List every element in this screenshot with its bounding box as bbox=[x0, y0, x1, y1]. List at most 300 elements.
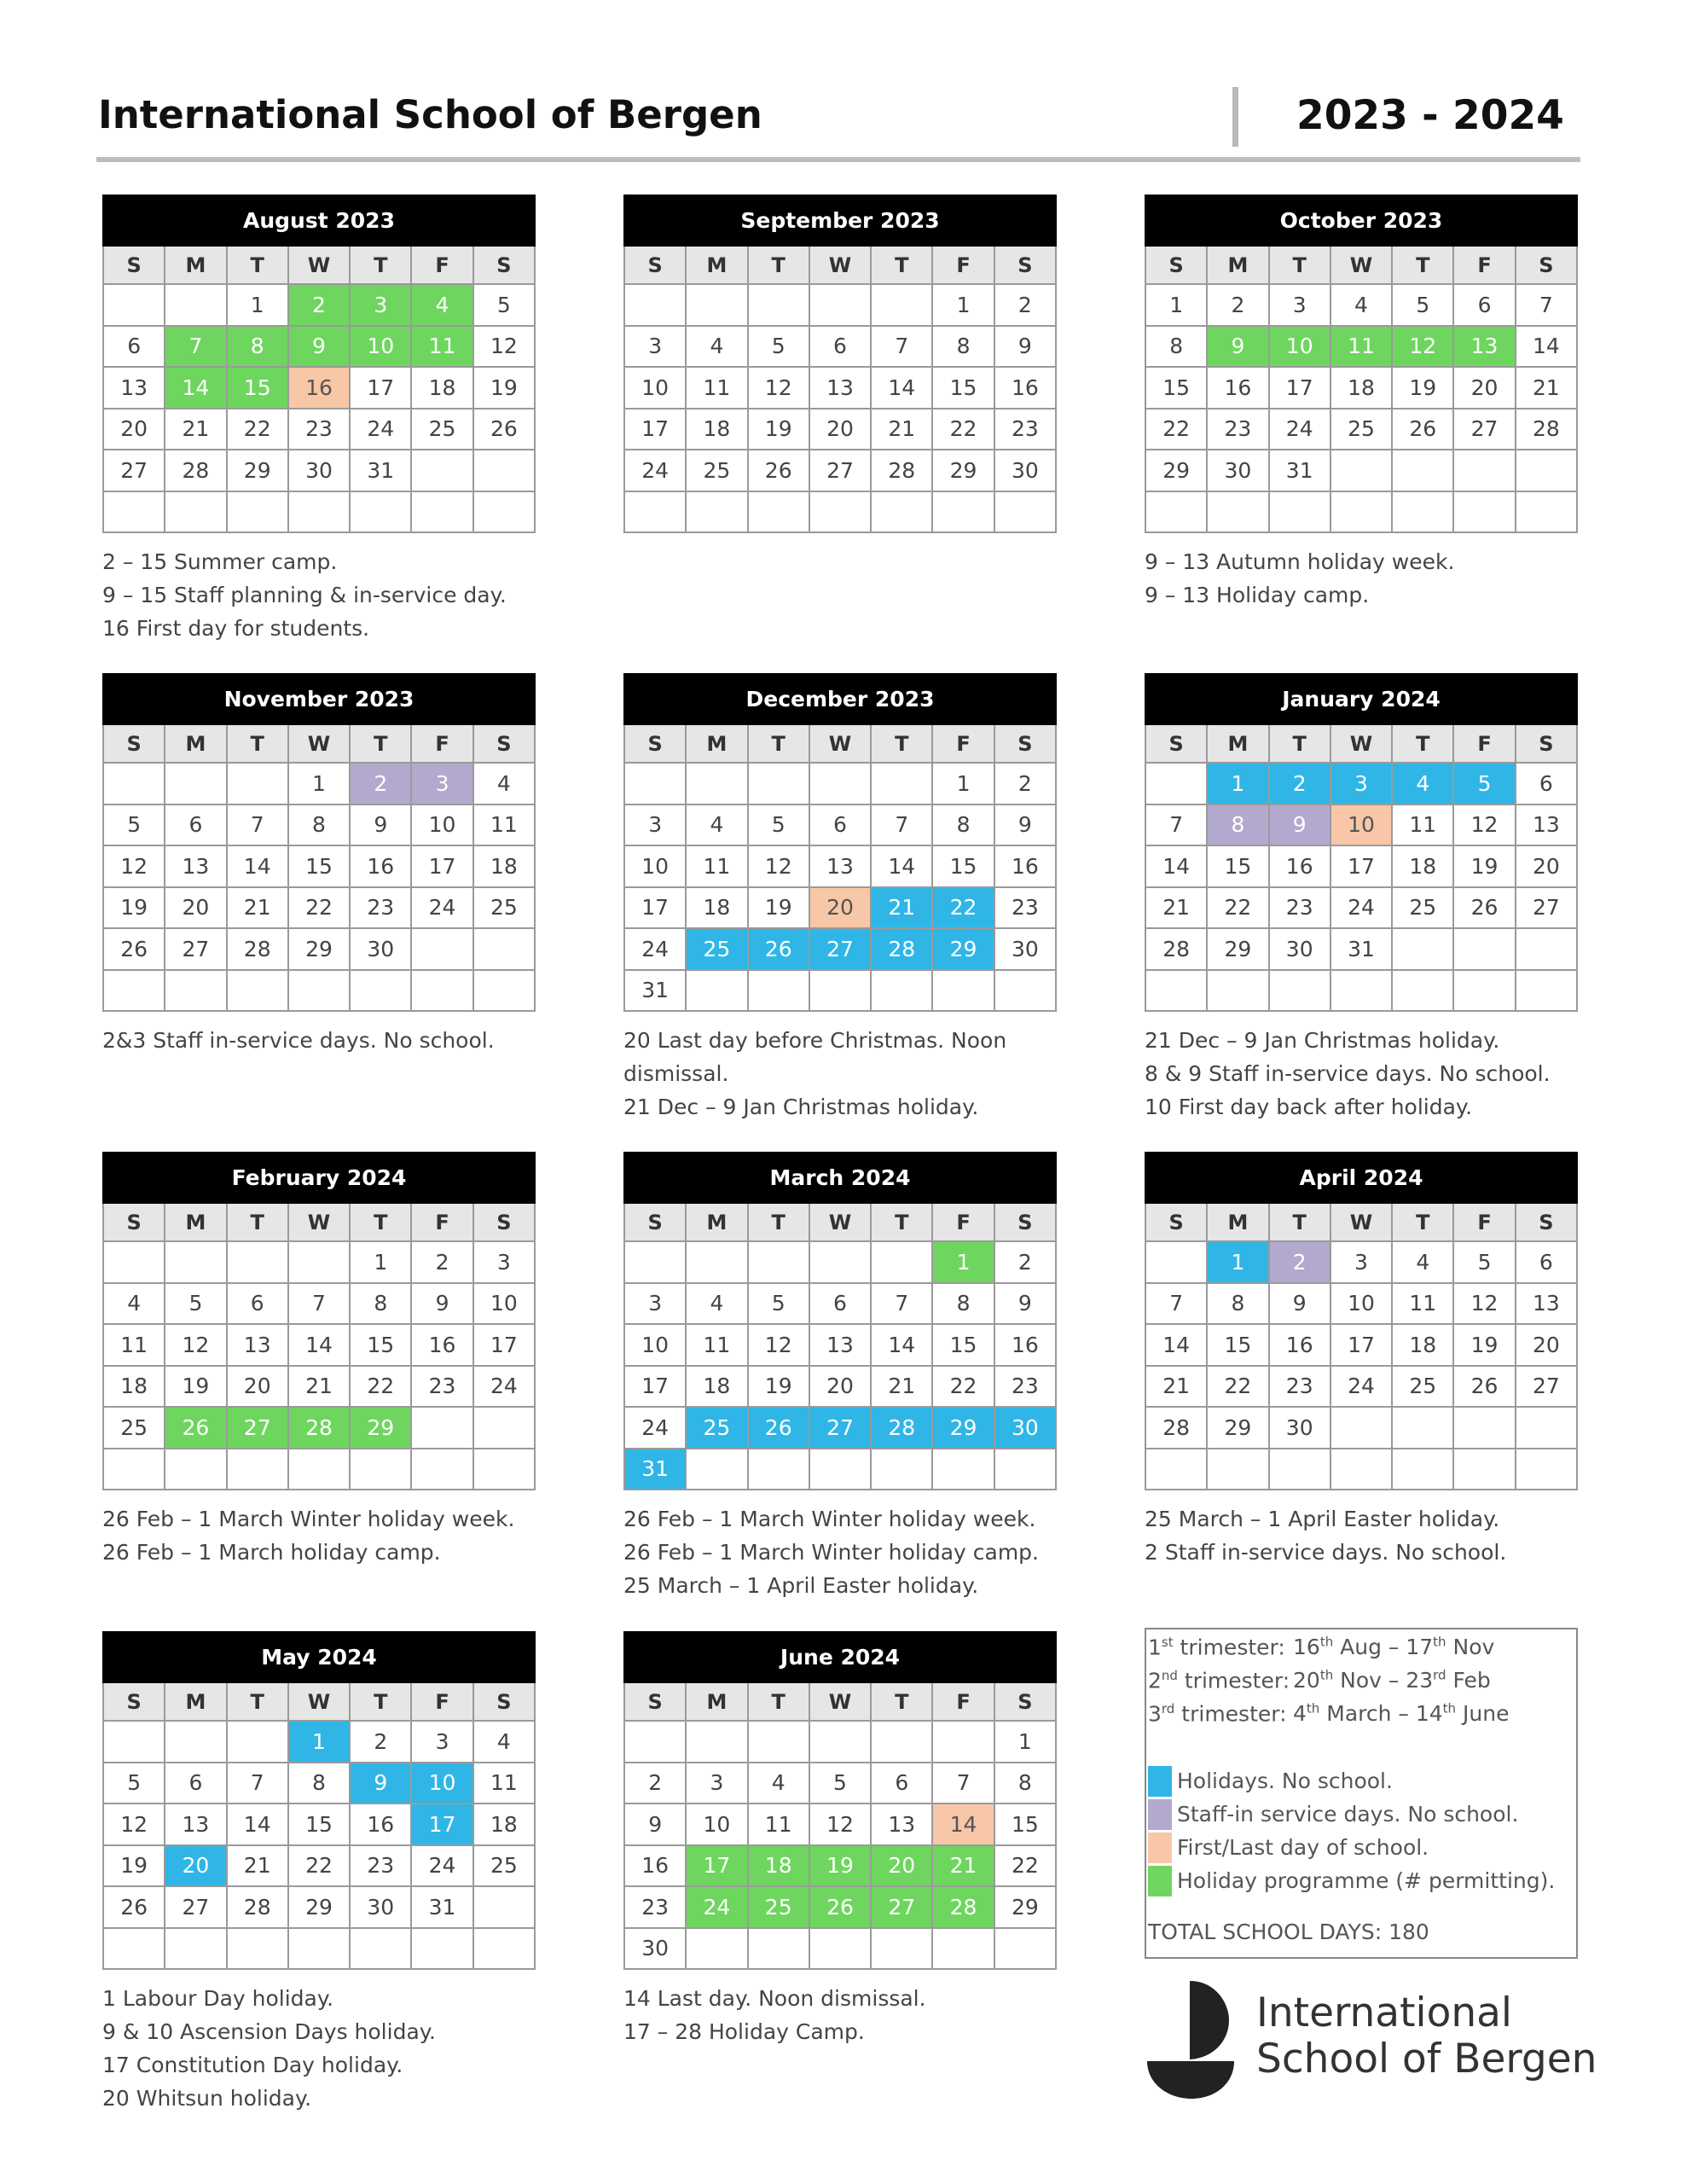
day-cell: 28 bbox=[932, 1886, 994, 1928]
weekday-header: M bbox=[686, 246, 747, 284]
empty-cell bbox=[1207, 970, 1268, 1012]
weekday-header: T bbox=[227, 1203, 288, 1241]
week-row bbox=[103, 845, 535, 887]
empty-cell bbox=[1516, 1449, 1577, 1490]
empty-cell bbox=[411, 970, 472, 1012]
empty-cell bbox=[1453, 450, 1515, 491]
legend-item bbox=[1148, 1766, 1393, 1797]
day-cell: 1 bbox=[1207, 1241, 1268, 1283]
week-row bbox=[1145, 491, 1577, 533]
day-cell: 19 bbox=[103, 887, 165, 929]
week-row bbox=[624, 1763, 1056, 1804]
empty-cell bbox=[871, 1928, 932, 1970]
day-cell: 25 bbox=[686, 1407, 747, 1449]
day-cell: 24 bbox=[1330, 887, 1392, 929]
day-cell: 17 bbox=[473, 1324, 535, 1366]
week-row bbox=[1145, 450, 1577, 491]
day-cell: 29 bbox=[932, 1407, 994, 1449]
day-cell: 14 bbox=[165, 367, 226, 409]
weekday-header: M bbox=[165, 724, 226, 763]
day-cell: 5 bbox=[748, 1283, 809, 1325]
note-line: 17 Constitution Day holiday. bbox=[102, 2053, 403, 2077]
day-cell: 6 bbox=[227, 1283, 288, 1325]
note-line: 26 Feb – 1 March holiday camp. bbox=[102, 1540, 441, 1565]
day-cell: 9 bbox=[350, 1763, 411, 1804]
day-cell: 14 bbox=[871, 367, 932, 409]
day-cell: 31 bbox=[1330, 928, 1392, 970]
day-cell: 17 bbox=[624, 409, 686, 450]
week-row bbox=[624, 1283, 1056, 1325]
day-cell: 15 bbox=[932, 1324, 994, 1366]
week-row bbox=[103, 1763, 535, 1804]
day-cell: 7 bbox=[288, 1283, 350, 1325]
day-cell: 11 bbox=[411, 326, 472, 368]
month-calendar-table bbox=[623, 1152, 1057, 1490]
day-cell: 6 bbox=[1516, 763, 1577, 804]
day-cell: 22 bbox=[288, 887, 350, 929]
day-cell: 12 bbox=[748, 845, 809, 887]
day-cell: 24 bbox=[624, 1407, 686, 1449]
empty-cell bbox=[871, 1449, 932, 1490]
day-cell: 24 bbox=[1330, 1366, 1392, 1408]
week-row bbox=[624, 1324, 1056, 1366]
day-cell: 7 bbox=[932, 1763, 994, 1804]
week-row bbox=[103, 1449, 535, 1490]
weekday-header: T bbox=[227, 246, 288, 284]
month-march-2024 bbox=[623, 1152, 1057, 1490]
day-cell: 8 bbox=[288, 1763, 350, 1804]
day-cell: 14 bbox=[288, 1324, 350, 1366]
week-row bbox=[103, 1283, 535, 1325]
day-cell: 30 bbox=[288, 450, 350, 491]
day-cell: 9 bbox=[994, 326, 1056, 368]
day-cell: 6 bbox=[809, 1283, 871, 1325]
note-line: 26 Feb – 1 March Winter holiday week. bbox=[623, 1507, 1036, 1531]
empty-cell bbox=[411, 491, 472, 533]
weekday-header: T bbox=[227, 724, 288, 763]
month-calendar-table bbox=[102, 1631, 536, 1970]
day-cell: 20 bbox=[809, 409, 871, 450]
trimester-row bbox=[1148, 1635, 1494, 1659]
day-cell: 5 bbox=[165, 1283, 226, 1325]
day-cell: 12 bbox=[809, 1804, 871, 1845]
day-cell: 28 bbox=[1145, 1407, 1207, 1449]
day-cell: 12 bbox=[103, 845, 165, 887]
day-cell: 17 bbox=[1269, 367, 1330, 409]
day-cell: 8 bbox=[350, 1283, 411, 1325]
legend-swatch bbox=[1148, 1833, 1172, 1863]
empty-cell bbox=[809, 284, 871, 326]
empty-cell bbox=[350, 491, 411, 533]
logo-text-line1: International bbox=[1256, 1989, 1512, 2036]
day-cell: 10 bbox=[411, 1763, 472, 1804]
week-row bbox=[1145, 409, 1577, 450]
day-cell: 28 bbox=[871, 1407, 932, 1449]
weekday-header: W bbox=[1330, 246, 1392, 284]
day-cell: 12 bbox=[103, 1804, 165, 1845]
day-cell: 13 bbox=[809, 1324, 871, 1366]
day-cell: 6 bbox=[809, 804, 871, 846]
day-cell: 11 bbox=[473, 804, 535, 846]
empty-cell bbox=[1145, 970, 1207, 1012]
legend-label: First/Last day of school. bbox=[1177, 1835, 1429, 1860]
weekday-header: F bbox=[932, 724, 994, 763]
day-cell: 11 bbox=[748, 1804, 809, 1845]
month-notes bbox=[623, 1502, 1101, 1602]
day-cell: 16 bbox=[411, 1324, 472, 1366]
day-cell: 25 bbox=[473, 887, 535, 929]
weekday-header: F bbox=[932, 1682, 994, 1721]
day-cell: 21 bbox=[871, 887, 932, 929]
weekday-header: M bbox=[1207, 246, 1268, 284]
month-calendar-table bbox=[623, 195, 1057, 533]
weekday-header: F bbox=[1453, 1203, 1515, 1241]
day-cell: 12 bbox=[473, 326, 535, 368]
weekday-header: F bbox=[932, 1203, 994, 1241]
day-cell: 30 bbox=[350, 928, 411, 970]
week-row bbox=[103, 1407, 535, 1449]
day-cell: 31 bbox=[350, 450, 411, 491]
day-cell: 13 bbox=[103, 367, 165, 409]
empty-cell bbox=[1516, 491, 1577, 533]
day-cell: 21 bbox=[932, 1845, 994, 1887]
weekday-header: T bbox=[350, 246, 411, 284]
day-cell: 21 bbox=[227, 1845, 288, 1887]
day-cell: 9 bbox=[288, 326, 350, 368]
week-row bbox=[1145, 1283, 1577, 1325]
empty-cell bbox=[288, 1241, 350, 1283]
day-cell: 28 bbox=[871, 450, 932, 491]
empty-cell bbox=[1516, 970, 1577, 1012]
empty-cell bbox=[748, 491, 809, 533]
day-cell: 5 bbox=[1392, 284, 1453, 326]
day-cell: 4 bbox=[1392, 763, 1453, 804]
day-cell: 10 bbox=[411, 804, 472, 846]
day-cell: 2 bbox=[1207, 284, 1268, 326]
day-cell: 20 bbox=[103, 409, 165, 450]
week-row bbox=[103, 804, 535, 846]
day-cell: 8 bbox=[1207, 804, 1268, 846]
note-line: 2 Staff in-service days. No school. bbox=[1145, 1540, 1507, 1565]
weekday-header: M bbox=[686, 724, 747, 763]
day-cell: 16 bbox=[288, 367, 350, 409]
day-cell: 17 bbox=[411, 1804, 472, 1845]
day-cell: 11 bbox=[1392, 1283, 1453, 1325]
empty-cell bbox=[288, 1449, 350, 1490]
header-rule bbox=[96, 157, 1580, 162]
weekday-header: F bbox=[932, 246, 994, 284]
weekday-header: W bbox=[288, 246, 350, 284]
empty-cell bbox=[1453, 1449, 1515, 1490]
day-cell: 8 bbox=[932, 804, 994, 846]
week-row bbox=[624, 1407, 1056, 1449]
day-cell: 27 bbox=[1516, 887, 1577, 929]
day-cell: 18 bbox=[686, 409, 747, 450]
day-cell: 25 bbox=[473, 1845, 535, 1887]
day-cell: 28 bbox=[1145, 928, 1207, 970]
week-row bbox=[624, 804, 1056, 846]
day-cell: 27 bbox=[871, 1886, 932, 1928]
weekday-header: F bbox=[411, 246, 472, 284]
weekday-header: T bbox=[748, 724, 809, 763]
day-cell: 29 bbox=[288, 1886, 350, 1928]
weekday-header: S bbox=[624, 246, 686, 284]
day-cell: 15 bbox=[932, 845, 994, 887]
day-cell: 19 bbox=[103, 1845, 165, 1887]
empty-cell bbox=[103, 1449, 165, 1490]
weekday-header: S bbox=[1145, 724, 1207, 763]
empty-cell bbox=[932, 1449, 994, 1490]
day-cell: 22 bbox=[932, 1366, 994, 1408]
day-cell: 7 bbox=[1516, 284, 1577, 326]
day-cell: 26 bbox=[1453, 887, 1515, 929]
day-cell: 12 bbox=[748, 367, 809, 409]
day-cell: 23 bbox=[1269, 887, 1330, 929]
day-cell: 19 bbox=[809, 1845, 871, 1887]
empty-cell bbox=[1269, 1449, 1330, 1490]
day-cell: 12 bbox=[165, 1324, 226, 1366]
empty-cell bbox=[1392, 1449, 1453, 1490]
day-cell: 25 bbox=[748, 1886, 809, 1928]
month-calendar-table bbox=[102, 195, 536, 533]
day-cell: 27 bbox=[227, 1407, 288, 1449]
day-cell: 15 bbox=[1207, 845, 1268, 887]
day-cell: 27 bbox=[809, 1407, 871, 1449]
school-year: 2023 - 2024 bbox=[1296, 92, 1564, 139]
empty-cell bbox=[227, 970, 288, 1012]
day-cell: 9 bbox=[1269, 1283, 1330, 1325]
day-cell: 19 bbox=[748, 887, 809, 929]
day-cell: 26 bbox=[165, 1407, 226, 1449]
day-cell: 11 bbox=[1392, 804, 1453, 846]
weekday-header: S bbox=[624, 1203, 686, 1241]
legend-swatch bbox=[1148, 1866, 1172, 1896]
week-row bbox=[1145, 284, 1577, 326]
empty-cell bbox=[1516, 1407, 1577, 1449]
empty-cell bbox=[994, 491, 1056, 533]
month-calendar-table bbox=[623, 673, 1057, 1012]
trimester-dates: 16th Aug – 17th Nov bbox=[1293, 1635, 1495, 1660]
month-calendar-table bbox=[623, 1631, 1057, 1970]
weekday-header: W bbox=[809, 724, 871, 763]
day-cell: 7 bbox=[871, 804, 932, 846]
day-cell: 1 bbox=[932, 763, 994, 804]
day-cell: 22 bbox=[932, 887, 994, 929]
empty-cell bbox=[1392, 1407, 1453, 1449]
day-cell: 3 bbox=[411, 1721, 472, 1763]
week-row bbox=[1145, 367, 1577, 409]
empty-cell bbox=[288, 970, 350, 1012]
day-cell: 14 bbox=[227, 845, 288, 887]
day-cell: 2 bbox=[1269, 1241, 1330, 1283]
day-cell: 24 bbox=[1269, 409, 1330, 450]
day-cell: 2 bbox=[994, 284, 1056, 326]
day-cell: 2 bbox=[994, 763, 1056, 804]
day-cell: 1 bbox=[288, 1721, 350, 1763]
month-notes bbox=[102, 545, 580, 645]
week-row bbox=[1145, 763, 1577, 804]
day-cell: 21 bbox=[288, 1366, 350, 1408]
empty-cell bbox=[165, 1721, 226, 1763]
day-cell: 20 bbox=[1516, 1324, 1577, 1366]
day-cell: 6 bbox=[103, 326, 165, 368]
empty-cell bbox=[103, 763, 165, 804]
note-line: 26 Feb – 1 March Winter holiday camp. bbox=[623, 1540, 1039, 1565]
week-row bbox=[1145, 1449, 1577, 1490]
month-december-2023 bbox=[623, 673, 1057, 1012]
day-cell: 30 bbox=[1207, 450, 1268, 491]
week-row bbox=[103, 1804, 535, 1845]
month-january-2024 bbox=[1145, 673, 1578, 1012]
header-divider bbox=[1232, 87, 1238, 147]
month-title: March 2024 bbox=[624, 1153, 1056, 1203]
day-cell: 23 bbox=[350, 1845, 411, 1887]
day-cell: 28 bbox=[288, 1407, 350, 1449]
day-cell: 19 bbox=[1392, 367, 1453, 409]
day-cell: 14 bbox=[932, 1804, 994, 1845]
weekday-header: M bbox=[686, 1203, 747, 1241]
empty-cell bbox=[473, 1928, 535, 1970]
empty-cell bbox=[1145, 763, 1207, 804]
day-cell: 10 bbox=[624, 1324, 686, 1366]
day-cell: 9 bbox=[1269, 804, 1330, 846]
weekday-header: T bbox=[350, 724, 411, 763]
day-cell: 4 bbox=[473, 763, 535, 804]
day-cell: 19 bbox=[473, 367, 535, 409]
day-cell: 22 bbox=[994, 1845, 1056, 1887]
week-row bbox=[624, 491, 1056, 533]
day-cell: 24 bbox=[411, 887, 472, 929]
day-cell: 31 bbox=[411, 1886, 472, 1928]
day-cell: 22 bbox=[288, 1845, 350, 1887]
weekday-header: T bbox=[748, 1682, 809, 1721]
empty-cell bbox=[871, 491, 932, 533]
day-cell: 5 bbox=[1453, 1241, 1515, 1283]
day-cell: 1 bbox=[1207, 763, 1268, 804]
week-row bbox=[1145, 1366, 1577, 1408]
weekday-header: W bbox=[809, 246, 871, 284]
legend-swatch bbox=[1148, 1799, 1172, 1830]
month-june-2024 bbox=[623, 1631, 1057, 1970]
note-line: 17 – 28 Holiday Camp. bbox=[623, 2019, 865, 2044]
month-august-2023 bbox=[102, 195, 536, 533]
week-row bbox=[103, 1324, 535, 1366]
empty-cell bbox=[1453, 928, 1515, 970]
trimester-dates: 20th Nov – 23rd Feb bbox=[1293, 1668, 1491, 1693]
day-cell: 14 bbox=[227, 1804, 288, 1845]
day-cell: 10 bbox=[473, 1283, 535, 1325]
day-cell: 6 bbox=[871, 1763, 932, 1804]
day-cell: 18 bbox=[1330, 367, 1392, 409]
day-cell: 19 bbox=[1453, 845, 1515, 887]
week-row bbox=[624, 1928, 1056, 1970]
day-cell: 13 bbox=[1516, 1283, 1577, 1325]
day-cell: 1 bbox=[1145, 284, 1207, 326]
legend-item bbox=[1148, 1833, 1429, 1863]
day-cell: 4 bbox=[686, 326, 747, 368]
week-row bbox=[624, 450, 1056, 491]
empty-cell bbox=[165, 284, 226, 326]
day-cell: 23 bbox=[411, 1366, 472, 1408]
day-cell: 24 bbox=[686, 1886, 747, 1928]
empty-cell bbox=[473, 1449, 535, 1490]
week-row bbox=[1145, 1241, 1577, 1283]
month-notes bbox=[102, 1024, 580, 1057]
empty-cell bbox=[809, 763, 871, 804]
day-cell: 31 bbox=[1269, 450, 1330, 491]
day-cell: 5 bbox=[748, 326, 809, 368]
day-cell: 4 bbox=[686, 1283, 747, 1325]
empty-cell bbox=[473, 450, 535, 491]
day-cell: 20 bbox=[165, 1845, 226, 1887]
day-cell: 8 bbox=[227, 326, 288, 368]
day-cell: 4 bbox=[411, 284, 472, 326]
empty-cell bbox=[624, 1721, 686, 1763]
day-cell: 9 bbox=[350, 804, 411, 846]
weekday-header: T bbox=[227, 1682, 288, 1721]
day-cell: 18 bbox=[1392, 845, 1453, 887]
day-cell: 27 bbox=[165, 1886, 226, 1928]
note-line: 21 Dec – 9 Jan Christmas holiday. bbox=[1145, 1028, 1500, 1053]
day-cell: 26 bbox=[103, 928, 165, 970]
day-cell: 17 bbox=[1330, 845, 1392, 887]
day-cell: 19 bbox=[748, 409, 809, 450]
day-cell: 21 bbox=[1516, 367, 1577, 409]
note-line: 20 Whitsun holiday. bbox=[102, 2086, 312, 2111]
month-calendar-table bbox=[1145, 673, 1578, 1012]
month-title: October 2023 bbox=[1145, 195, 1577, 246]
day-cell: 13 bbox=[1453, 326, 1515, 368]
empty-cell bbox=[932, 1928, 994, 1970]
empty-cell bbox=[809, 1928, 871, 1970]
day-cell: 20 bbox=[1453, 367, 1515, 409]
day-cell: 13 bbox=[165, 845, 226, 887]
week-row bbox=[1145, 1324, 1577, 1366]
day-cell: 18 bbox=[473, 1804, 535, 1845]
day-cell: 21 bbox=[871, 1366, 932, 1408]
weekday-header: W bbox=[1330, 1203, 1392, 1241]
empty-cell bbox=[1516, 450, 1577, 491]
empty-cell bbox=[686, 1241, 747, 1283]
weekday-header: M bbox=[1207, 1203, 1268, 1241]
day-cell: 28 bbox=[165, 450, 226, 491]
day-cell: 5 bbox=[103, 1763, 165, 1804]
weekday-header: T bbox=[871, 246, 932, 284]
day-cell: 23 bbox=[624, 1886, 686, 1928]
empty-cell bbox=[411, 1449, 472, 1490]
weekday-header: S bbox=[994, 724, 1056, 763]
legend-item bbox=[1148, 1799, 1518, 1830]
day-cell: 26 bbox=[1453, 1366, 1515, 1408]
day-cell: 16 bbox=[994, 1324, 1056, 1366]
empty-cell bbox=[1330, 970, 1392, 1012]
month-notes bbox=[1145, 1024, 1622, 1124]
day-cell: 27 bbox=[103, 450, 165, 491]
day-cell: 6 bbox=[165, 1763, 226, 1804]
day-cell: 20 bbox=[809, 1366, 871, 1408]
legend-label: Holiday programme (# permitting). bbox=[1177, 1868, 1556, 1893]
day-cell: 27 bbox=[1453, 409, 1515, 450]
day-cell: 3 bbox=[1330, 763, 1392, 804]
day-cell: 2 bbox=[624, 1763, 686, 1804]
day-cell: 5 bbox=[1453, 763, 1515, 804]
day-cell: 24 bbox=[624, 450, 686, 491]
day-cell: 2 bbox=[350, 1721, 411, 1763]
empty-cell bbox=[227, 1241, 288, 1283]
empty-cell bbox=[165, 1928, 226, 1970]
note-line: 25 March – 1 April Easter holiday. bbox=[1145, 1507, 1500, 1531]
day-cell: 1 bbox=[227, 284, 288, 326]
